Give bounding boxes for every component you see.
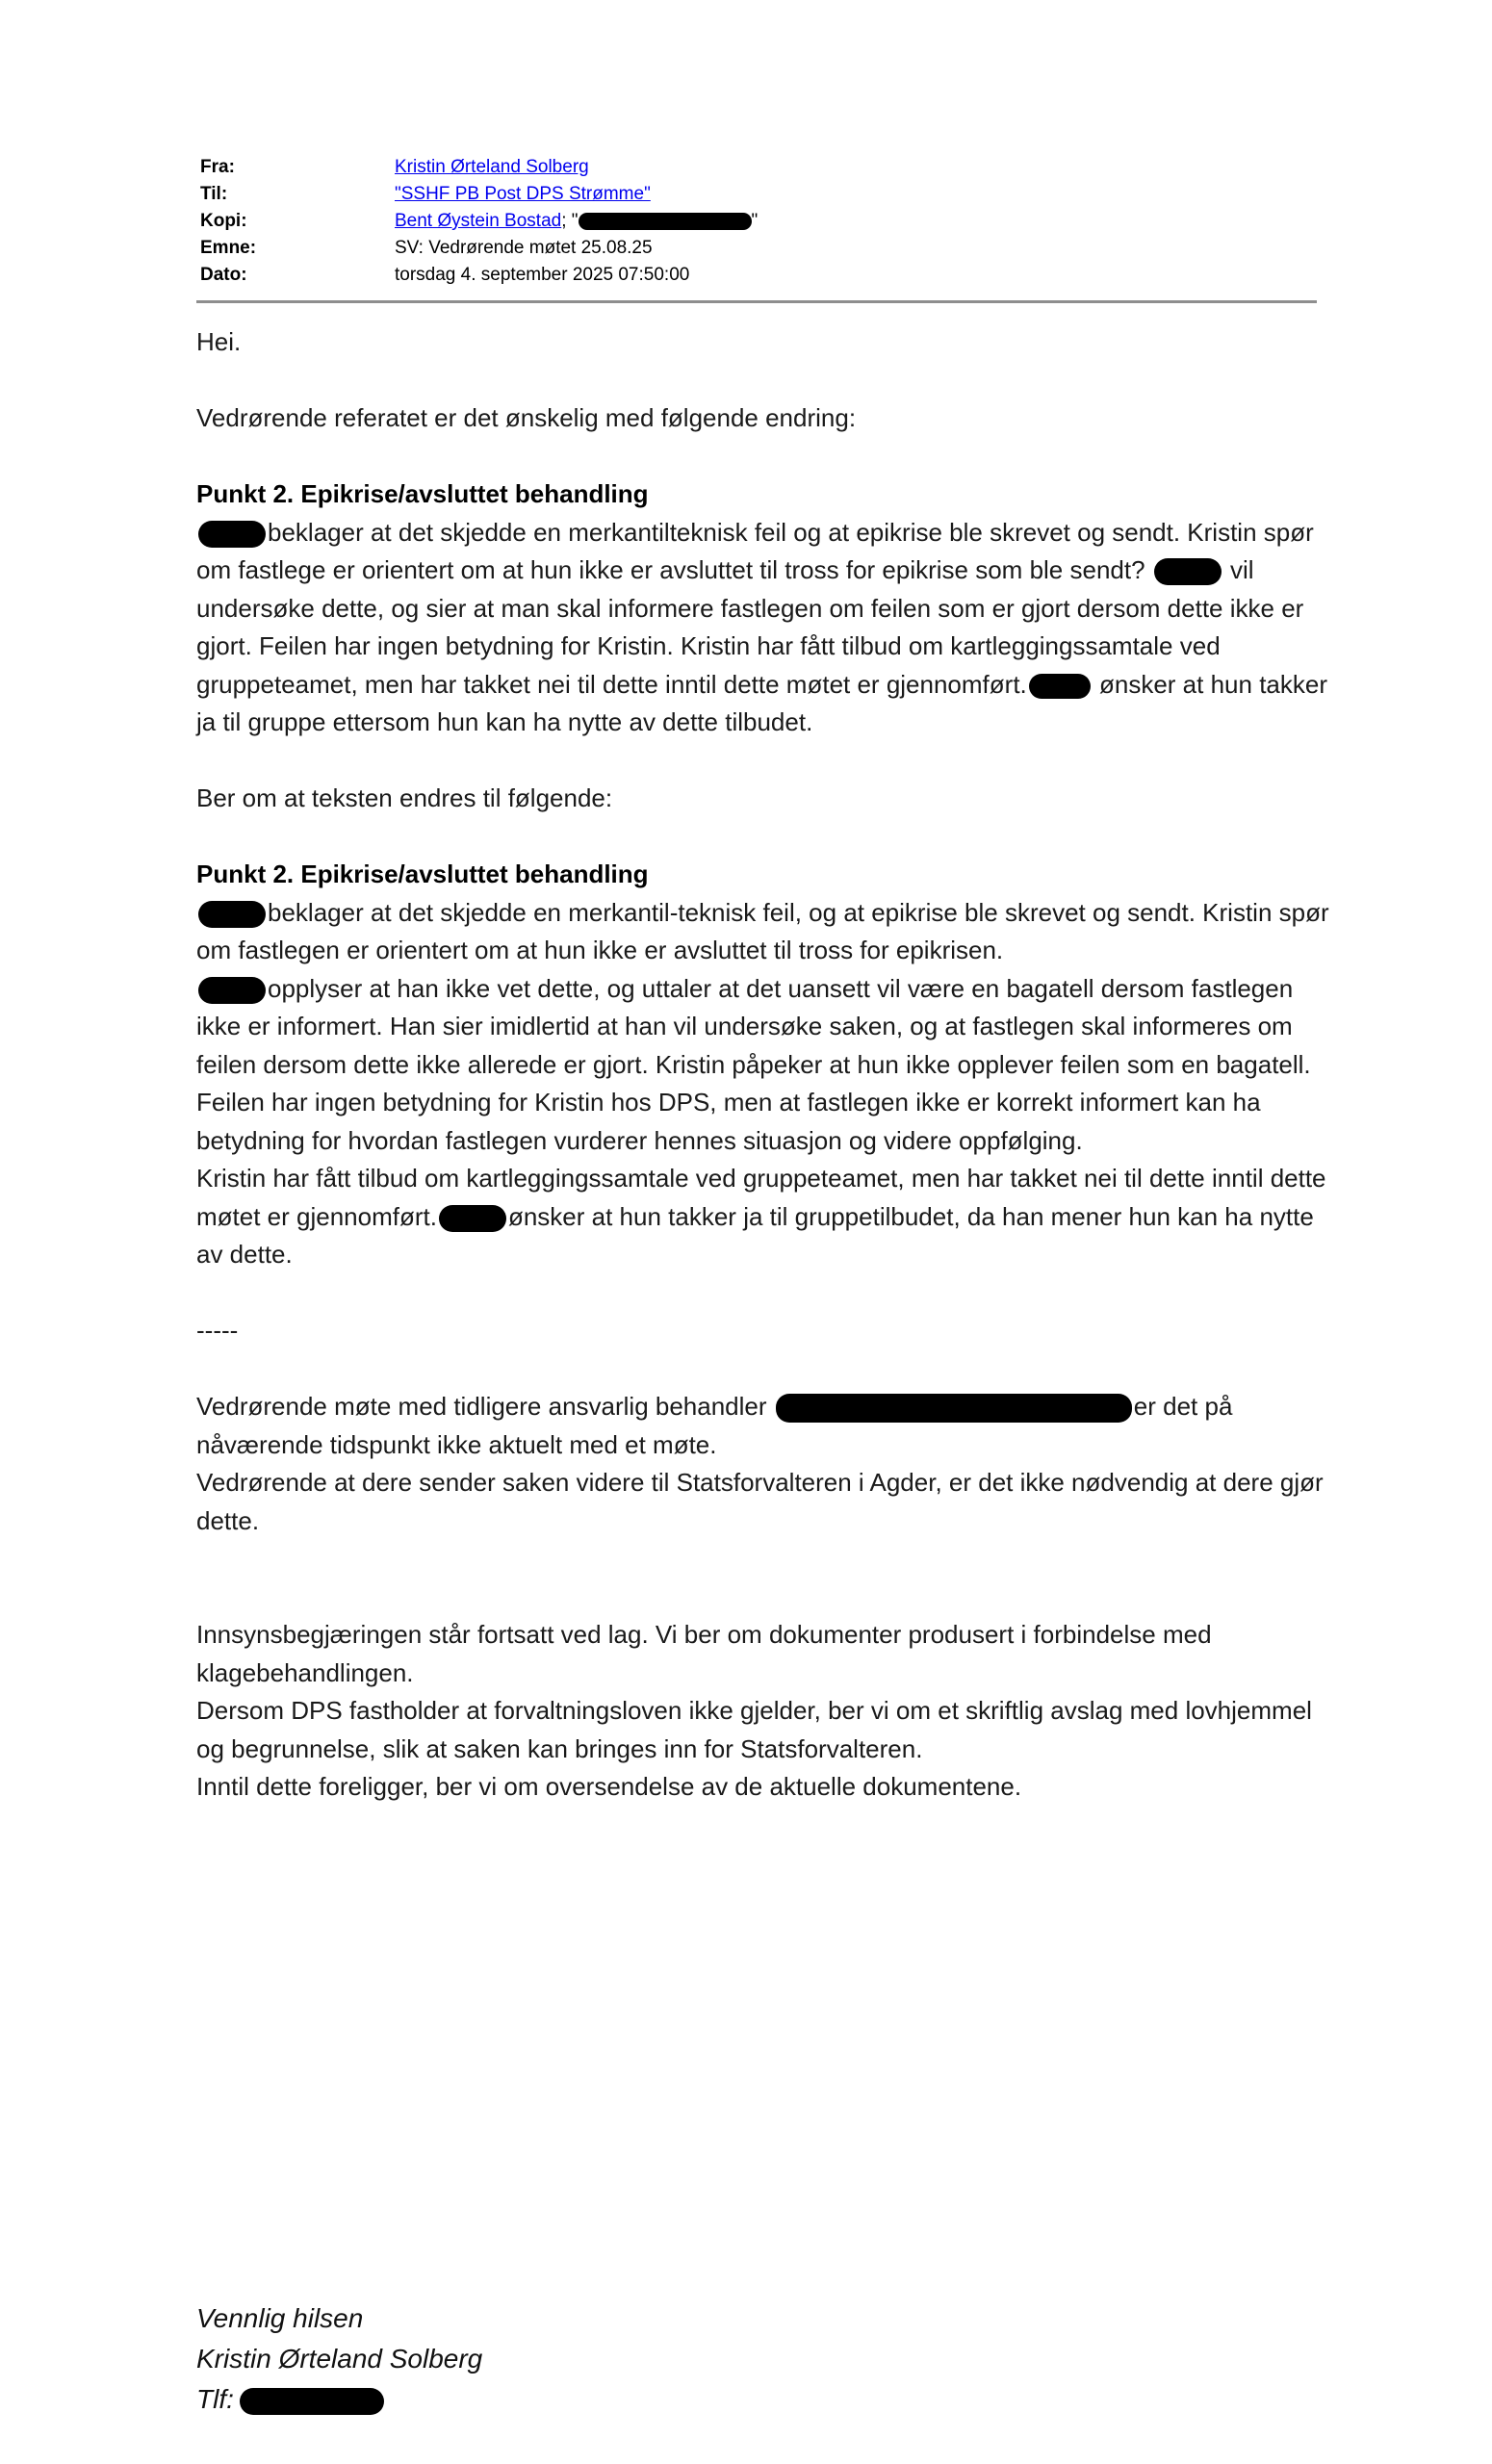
phone-line — [196, 2379, 482, 2420]
insight-paragraph-1: Innsynsbegjæringen står fortsatt ved lag. Vi ber om dokumenter produsert i forbindelse med klagebehandlingen. — [196, 1620, 1212, 1687]
to-link[interactable]: "SSHF PB Post DPS Strømme" — [395, 184, 651, 204]
redaction-1 — [198, 521, 266, 548]
section2-text-d: ønsker at hun takker ja til gruppetilbudet, da han mener hun kan ha nytte av dette. — [196, 1201, 1314, 1269]
section2-paragraph-2 — [196, 970, 1332, 1161]
phone-label: Tlf: — [196, 2384, 234, 2414]
cc-separator: ; " — [561, 211, 579, 231]
from-link[interactable]: Kristin Ørteland Solberg — [395, 157, 589, 177]
signature-block — [196, 2298, 482, 2420]
date-label: Dato: — [200, 265, 247, 285]
request-paragraph: Ber om at teksten endres til følgende: — [196, 783, 613, 812]
subject-label: Emne: — [200, 238, 257, 258]
section1-paragraph — [196, 514, 1332, 742]
section1-text-a: beklager at det skjedde en merkantilteknisk feil og at epikrise ble skrevet og sendt. Kristin spør om fastlege er orientert om at hun ikke er avsluttet til tross for epikrise som ble sendt? — [196, 517, 1314, 584]
redaction-7 — [776, 1394, 1132, 1423]
header-divider — [196, 300, 1317, 303]
meeting-text-a: Vedrørende møte med tidligere ansvarlig behandler — [196, 1392, 767, 1421]
section2-paragraph-3 — [196, 1160, 1332, 1274]
email-body — [196, 323, 1332, 1807]
section2-text-b: opplyser at han ikke vet dette, og uttaler at det uansett vil være en bagatell dersom fastlegen ikke er informert. Han sier imidlertid at han vil undersøke saken, og at fastlegen skal informeres om feilen dersom dette ikke allerede er gjort. Kristin påpeker at hun ikke opplever feilen som en bagatell. Feilen har ingen betydning for Kristin hos DPS, men at fastlegen ikke er korrekt informert kan ha betydning for hvordan fastlegen vurderer hennes situasjon og videre oppfølging. — [196, 973, 1311, 1155]
section2-title: Punkt 2. Epikrise/avsluttet behandling — [196, 860, 649, 888]
signature-name: Kristin Ørteland Solberg — [196, 2344, 483, 2374]
cc-values — [395, 208, 758, 235]
forward-paragraph: Vedrørende at dere sender saken videre til Statsforvalteren i Agder, er det ikke nødvendig at dere gjør dette. — [196, 1468, 1324, 1535]
redaction-cc — [579, 213, 752, 230]
from-label: Fra: — [200, 157, 235, 177]
meeting-paragraph — [196, 1388, 1332, 1464]
insight-paragraph-3: Inntil dette foreligger, ber vi om oversendelse av de aktuelle dokumentene. — [196, 1772, 1022, 1801]
section2-text-c: Kristin har fått tilbud om kartleggingssamtale ved gruppeteamet, men har takket nei til dette inntil dette møtet er gjennomført. — [196, 1164, 1326, 1231]
to-label: Til: — [200, 184, 228, 204]
redaction-3 — [1029, 674, 1091, 699]
section2-paragraph-1 — [196, 894, 1332, 970]
section1-title: Punkt 2. Epikrise/avsluttet behandling — [196, 479, 649, 508]
intro-paragraph: Vedrørende referatet er det ønskelig med følgende endring: — [196, 403, 857, 432]
date-value: torsdag 4. september 2025 07:50:00 — [395, 265, 690, 285]
insight-paragraph-2: Dersom DPS fastholder at forvaltningsloven ikke gjelder, ber vi om et skriftlig avslag med lovhjemmel og begrunnelse, slik at saken kan bringes inn for Statsforvalteren. — [196, 1696, 1312, 1763]
section1-text-b: vil undersøke dette, og sier at man skal informere fastlegen om feilen som er gjort dersom dette ikke er gjort. Feilen har ingen betydning for Kristin. Kristin har fått tilbud om kartleggingssamtale ved gruppeteamet, men har takket nei til dette inntil dette møtet er gjennomført. — [196, 555, 1304, 699]
divider-text: ----- — [196, 1316, 239, 1345]
cc-link-1[interactable]: Bent Øystein Bostad — [395, 211, 562, 231]
cc-tail: " — [751, 211, 759, 231]
redaction-5 — [198, 977, 266, 1004]
section1-text-c: ønsker at hun takker ja til gruppe ettersom hun kan ha nytte av dette tilbudet. — [196, 669, 1327, 736]
meeting-text-b: er det på nåværende tidspunkt ikke aktuelt med et møte. — [196, 1392, 1233, 1459]
closing-line: Vennlig hilsen — [196, 2303, 364, 2333]
redaction-6 — [439, 1205, 506, 1232]
section2-text-a: beklager at det skjedde en merkantil-teknisk feil, og at epikrise ble skrevet og sendt. Kristin spør om fastlegen er orientert om at hun ikke er avsluttet til tross for epikrisen. — [196, 897, 1329, 964]
redaction-2 — [1154, 558, 1222, 585]
subject-value: SV: Vedrørende møtet 25.08.25 — [395, 238, 653, 258]
redaction-4 — [198, 901, 266, 928]
cc-label: Kopi: — [200, 211, 247, 231]
redaction-phone — [240, 2388, 384, 2415]
greeting: Hei. — [196, 327, 242, 356]
